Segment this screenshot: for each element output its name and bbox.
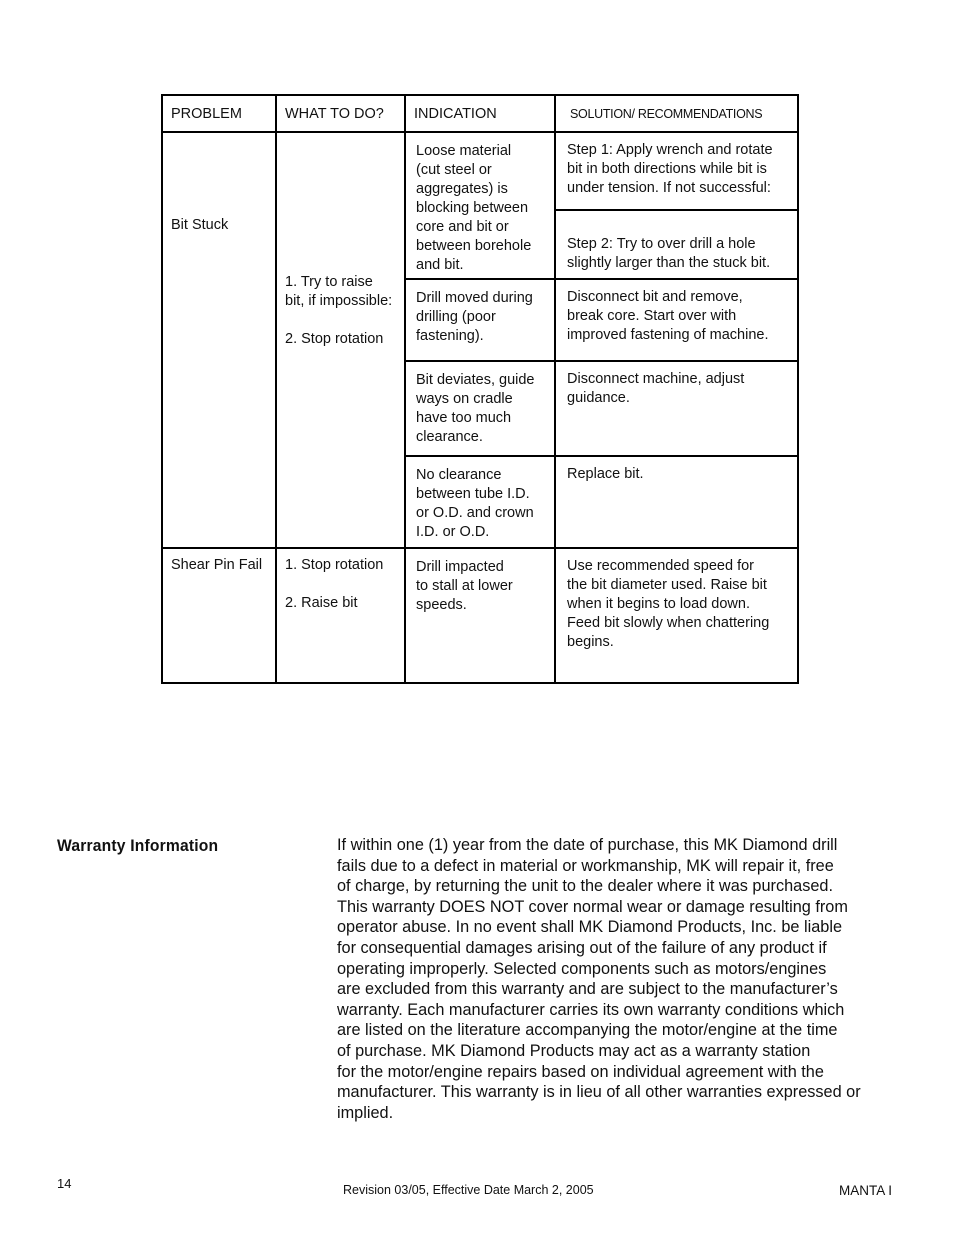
warranty-line: of charge, by returning the unit to the dealer where it was purchased. <box>337 877 833 896</box>
model-name: MANTA I <box>839 1183 893 1198</box>
warranty-line: manufacturer. This warranty is in lieu of all other warranties expressed or <box>337 1083 861 1102</box>
indication-drill-impacted: Drill impacted to stall at lower speeds. <box>405 548 555 683</box>
what-to-do-shear-pin: 1. Stop rotation 2. Raise bit <box>276 548 405 683</box>
indication-bit-deviates: Bit deviates, guide ways on cradle have too much clearance. <box>405 361 555 456</box>
solution-step-2: Step 2: Try to over drill a hole slightly larger than the stuck bit. <box>555 210 798 279</box>
table-row <box>162 132 798 210</box>
warranty-heading: Warranty Information <box>57 836 219 855</box>
what-to-do-bit-stuck: 1. Try to raise bit, if impossible: 2. Stop rotation <box>276 132 405 548</box>
warranty-line: of purchase. MK Diamond Products may act as a warranty station <box>337 1041 811 1060</box>
warranty-line: If within one (1) year from the date of purchase, this MK Diamond drill <box>337 836 838 854</box>
troubleshooting-table <box>161 94 799 684</box>
warranty-line: are listed on the literature accompanying the motor/engine at the time <box>337 1021 838 1040</box>
warranty-line: operating improperly. Selected components such as motors/engines <box>337 959 827 978</box>
warranty-body <box>337 835 907 1123</box>
indication-loose-material: Loose material (cut steel or aggregates) is blocking between core and bit or between borehole and bit. <box>405 132 555 279</box>
revision-note: Revision 03/05, Effective Date March 2, 2005 <box>343 1183 594 1197</box>
header-what-to-do: WHAT TO DO? <box>276 95 405 132</box>
solution-replace-bit: Replace bit. <box>555 456 798 548</box>
header-solution: SOLUTION/ RECOMMENDATIONS <box>555 95 798 132</box>
problem-bit-stuck: Bit Stuck <box>162 132 276 548</box>
solution-adjust-guidance: Disconnect machine, adjust guidance. <box>555 361 798 456</box>
solution-recommended-speed: Use recommended speed for the bit diameter used. Raise bit when it begins to load down. Feed bit slowly when chattering begins. <box>555 548 798 683</box>
warranty-line: operator abuse. In no event shall MK Diamond Products, Inc. be liable <box>337 918 843 937</box>
warranty-line: fails due to a defect in material or workmanship, MK will repair it, free <box>337 856 834 875</box>
page-number: 14 <box>57 1176 72 1191</box>
problem-shear-pin-fail: Shear Pin Fail <box>162 548 276 683</box>
warranty-line: This warranty DOES NOT cover normal wear or damage resulting from <box>337 897 848 916</box>
indication-no-clearance: No clearance between tube I.D. or O.D. and crown I.D. or O.D. <box>405 456 555 548</box>
table-header-row <box>162 95 798 132</box>
warranty-line: for the motor/engine repairs based on individual agreement with the <box>337 1062 824 1081</box>
warranty-line: implied. <box>337 1103 394 1122</box>
table-row <box>162 548 798 683</box>
header-problem: PROBLEM <box>162 95 276 132</box>
warranty-line: are excluded from this warranty and are subject to the manufacturer’s <box>337 980 838 999</box>
warranty-line: for consequential damages arising out of the failure of any product if <box>337 938 827 957</box>
solution-step-1: Step 1: Apply wrench and rotate bit in both directions while bit is under tension. If not successful: <box>555 132 798 210</box>
solution-disconnect-bit: Disconnect bit and remove, break core. Start over with improved fastening of machine. <box>555 279 798 361</box>
header-indication: INDICATION <box>405 95 555 132</box>
indication-drill-moved: Drill moved during drilling (poor fastening). <box>405 279 555 361</box>
warranty-line: warranty. Each manufacturer carries its own warranty conditions which <box>337 1000 845 1019</box>
